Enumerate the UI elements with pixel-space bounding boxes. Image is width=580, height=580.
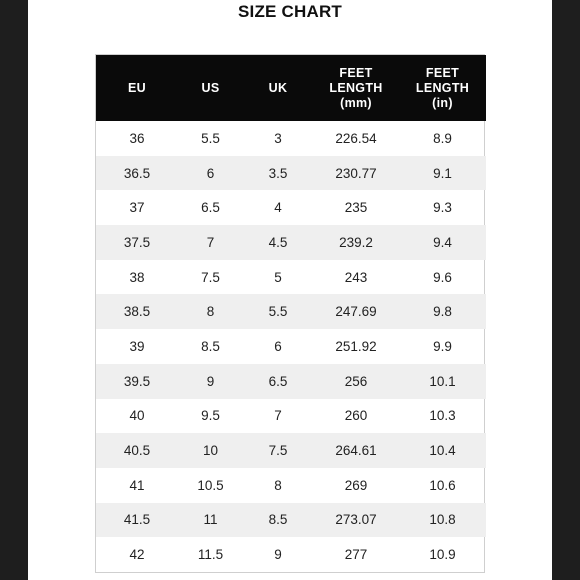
cell-us: 9.5 bbox=[201, 408, 220, 424]
cell-length-mm: 264.61 bbox=[313, 433, 399, 468]
cell-eu: 39 bbox=[129, 338, 145, 354]
cell-length-mm: 273.07 bbox=[313, 503, 399, 538]
cell-uk: 4.5 bbox=[243, 225, 313, 260]
header-us: US bbox=[178, 55, 243, 121]
cell-us: 11.5 bbox=[197, 547, 224, 563]
cell-length-in: 10.4 bbox=[399, 433, 486, 468]
cell-eu: 40.5 bbox=[96, 433, 178, 468]
table-row bbox=[96, 399, 486, 434]
cell-eu: 42 bbox=[129, 547, 145, 563]
cell-length-mm: 251.92 bbox=[335, 338, 377, 354]
header-feet-length-in: FEET LENGTH (in) bbox=[399, 55, 486, 121]
left-frame-border bbox=[0, 0, 28, 580]
cell-length-in: 9.1 bbox=[399, 156, 486, 191]
cell-eu: 41.5 bbox=[96, 503, 178, 538]
table-row bbox=[96, 503, 486, 538]
cell-length-in: 10.9 bbox=[429, 547, 456, 563]
cell-length-in: 9.3 bbox=[433, 200, 452, 216]
cell-uk: 6 bbox=[274, 338, 282, 354]
cell-us: 6 bbox=[178, 156, 243, 191]
cell-length-mm: 269 bbox=[344, 477, 368, 493]
cell-length-in: 10.1 bbox=[399, 364, 486, 399]
table-row bbox=[96, 364, 486, 399]
table-row bbox=[96, 260, 486, 295]
cell-length-mm: 226.54 bbox=[335, 130, 377, 146]
cell-us: 10.5 bbox=[197, 477, 224, 493]
cell-length-in: 8.9 bbox=[433, 130, 452, 146]
cell-eu: 37.5 bbox=[96, 225, 178, 260]
cell-uk: 5.5 bbox=[243, 294, 313, 329]
cell-uk: 3 bbox=[274, 130, 282, 146]
cell-eu: 39.5 bbox=[96, 364, 178, 399]
table-row bbox=[96, 156, 486, 191]
cell-us: 9 bbox=[178, 364, 243, 399]
size-chart-page bbox=[28, 0, 552, 580]
cell-length-mm: 277 bbox=[344, 547, 368, 563]
cell-eu: 41 bbox=[129, 477, 145, 493]
cell-length-in: 10.6 bbox=[429, 477, 456, 493]
size-table-container bbox=[95, 54, 485, 573]
table-row bbox=[96, 468, 486, 503]
table-row bbox=[96, 225, 486, 260]
header-feet-length-mm: FEET LENGTH (mm) bbox=[313, 55, 399, 121]
cell-length-mm: 243 bbox=[344, 269, 368, 285]
cell-us: 8 bbox=[178, 294, 243, 329]
table-row bbox=[96, 329, 486, 364]
table-row bbox=[96, 190, 486, 225]
cell-length-in: 9.8 bbox=[399, 294, 486, 329]
cell-length-in: 10.3 bbox=[429, 408, 456, 424]
table-header-row bbox=[96, 55, 486, 121]
header-uk: UK bbox=[243, 55, 313, 121]
table-row bbox=[96, 433, 486, 468]
cell-uk: 8.5 bbox=[243, 503, 313, 538]
table-body bbox=[96, 121, 486, 572]
cell-length-mm: 235 bbox=[344, 200, 368, 216]
cell-eu: 36 bbox=[129, 130, 145, 146]
cell-length-mm: 256 bbox=[313, 364, 399, 399]
cell-length-mm: 247.69 bbox=[313, 294, 399, 329]
cell-length-mm: 239.2 bbox=[313, 225, 399, 260]
cell-uk: 6.5 bbox=[243, 364, 313, 399]
table-row bbox=[96, 537, 486, 572]
right-frame-border bbox=[552, 0, 580, 580]
cell-eu: 40 bbox=[129, 408, 145, 424]
cell-length-mm: 260 bbox=[344, 408, 368, 424]
table-row bbox=[96, 294, 486, 329]
cell-us: 5.5 bbox=[201, 130, 220, 146]
cell-eu: 38.5 bbox=[96, 294, 178, 329]
cell-eu: 37 bbox=[129, 200, 145, 216]
cell-eu: 36.5 bbox=[96, 156, 178, 191]
cell-uk: 7.5 bbox=[243, 433, 313, 468]
cell-eu: 38 bbox=[129, 269, 145, 285]
page-title: SIZE CHART bbox=[238, 2, 342, 21]
cell-uk: 3.5 bbox=[243, 156, 313, 191]
header-eu: EU bbox=[96, 55, 178, 121]
cell-us: 10 bbox=[178, 433, 243, 468]
cell-us: 8.5 bbox=[201, 338, 220, 354]
cell-uk: 8 bbox=[274, 477, 282, 493]
cell-length-in: 10.8 bbox=[399, 503, 486, 538]
cell-uk: 7 bbox=[274, 408, 282, 424]
cell-us: 6.5 bbox=[201, 200, 220, 216]
cell-uk: 4 bbox=[274, 200, 282, 216]
cell-us: 11 bbox=[178, 503, 243, 538]
cell-length-in: 9.4 bbox=[399, 225, 486, 260]
table-row bbox=[96, 121, 486, 156]
cell-length-mm: 230.77 bbox=[313, 156, 399, 191]
cell-length-in: 9.6 bbox=[433, 269, 452, 285]
size-table bbox=[96, 55, 486, 572]
cell-us: 7.5 bbox=[201, 269, 220, 285]
cell-length-in: 9.9 bbox=[433, 338, 452, 354]
cell-uk: 5 bbox=[274, 269, 282, 285]
cell-us: 7 bbox=[178, 225, 243, 260]
cell-uk: 9 bbox=[274, 547, 282, 563]
